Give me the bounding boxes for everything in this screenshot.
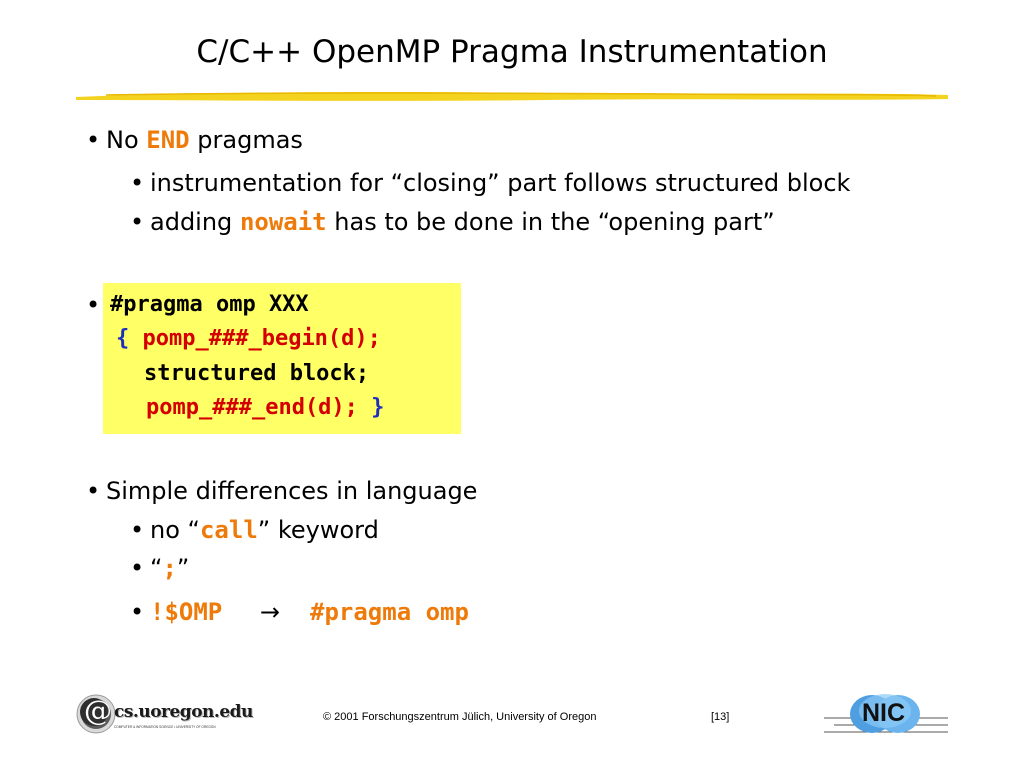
keyword-end: END <box>146 126 190 154</box>
logo-subtext: COMPUTER & INFORMATION SCIENCE • UNIVERSITY OF OREGON <box>114 725 216 729</box>
bullet-text: No <box>106 126 139 154</box>
bullet-text: ” <box>176 554 190 582</box>
bullet-dot: • <box>130 516 145 544</box>
bullet-dot: • <box>86 291 101 319</box>
title-underline <box>76 86 948 106</box>
begin-call: pomp_###_begin(d); <box>142 326 381 351</box>
keyword-call: call <box>199 516 258 544</box>
bullet-text: ” keyword <box>257 516 379 544</box>
code-line-begin <box>116 322 381 356</box>
slide-title: C/C++ OpenMP Pragma Instrumentation <box>196 34 828 70</box>
logo-text: cs.uoregon.edu <box>114 702 253 722</box>
bullet-dot: • <box>86 126 101 154</box>
bullet-text: has to be done in the “opening part” <box>334 208 775 236</box>
subbullet-omp-pragma <box>130 597 469 627</box>
bullet-dot: • <box>130 554 145 582</box>
bullet-text: instrumentation for “closing” part follows structured block <box>150 169 851 197</box>
bullet-dot: • <box>130 169 145 197</box>
bullet-text: “ <box>150 554 163 582</box>
nic-logo <box>824 690 948 740</box>
bullet-dot: • <box>86 477 101 505</box>
bullet-text: Simple differences in language <box>106 477 478 505</box>
bullet-differences <box>86 476 477 506</box>
nic-logo-text: NIC <box>862 699 906 727</box>
bullet-dot: • <box>130 598 145 626</box>
code-line-pragma: #pragma omp XXX <box>110 292 309 317</box>
bullet-code <box>86 290 100 320</box>
brace-close: } <box>371 395 385 420</box>
bullet-text: adding <box>150 208 233 236</box>
bullet-no-end <box>86 125 303 155</box>
right-arrow-icon: → <box>259 598 280 626</box>
subbullet-nowait <box>130 207 775 237</box>
page-number: [13] <box>711 711 730 723</box>
code-line-end <box>146 391 384 425</box>
subbullet-closing <box>130 168 850 198</box>
end-call: pomp_###_end(d); <box>146 395 358 420</box>
subbullet-semicolon <box>130 553 189 583</box>
bullet-text: no “ <box>150 516 200 544</box>
copyright-text: © 2001 Forschungszentrum Jülich, University of Oregon <box>323 711 597 723</box>
bullet-text: pragmas <box>197 126 303 154</box>
code-line-structured: structured block; <box>144 361 370 386</box>
at-symbol: @ <box>84 694 112 727</box>
subbullet-no-call <box>130 515 379 545</box>
keyword-nowait: nowait <box>239 208 327 236</box>
cs-uoregon-logo <box>76 692 253 738</box>
bullet-dot: • <box>130 208 145 236</box>
keyword-pragma-omp: #pragma omp <box>310 598 469 626</box>
keyword-semicolon: ; <box>162 554 177 582</box>
brace-open: { <box>116 326 130 351</box>
keyword-omp: !$OMP <box>150 598 223 626</box>
